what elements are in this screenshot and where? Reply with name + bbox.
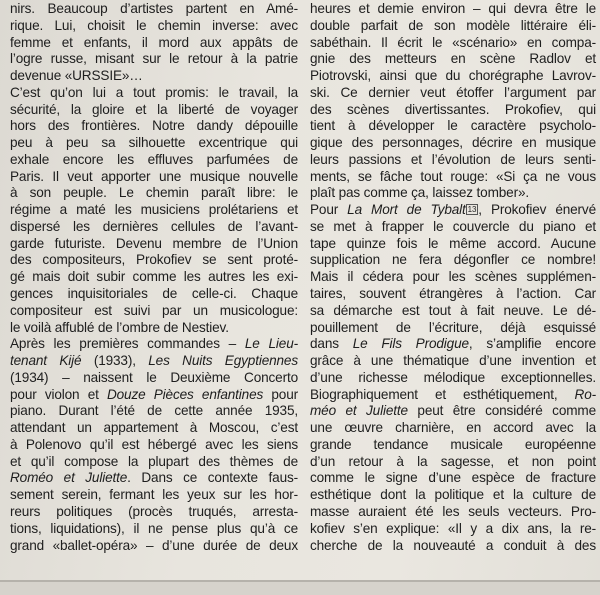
- right-column-line: d’un retour à la sagesse, et non point: [310, 453, 596, 469]
- text-run: Après les premières commandes –: [10, 336, 245, 352]
- right-column-line: comme le signe d’une espèce de fracture: [310, 470, 596, 486]
- right-column-line: masse auraient été les seuls vecteurs. Pro-: [310, 503, 596, 519]
- left-column-line: hors des frontières. Notre dandy dépouille: [10, 118, 298, 134]
- right-column-line: heures et demie environ – qui devra être le: [310, 1, 596, 16]
- page-bottom-edge: [0, 582, 600, 595]
- italic-title-text: Le Fils Prodigue: [352, 336, 469, 352]
- right-column-line: gnie des metteurs en scène Radlov et: [310, 51, 596, 67]
- right-column-line: gique des personnages, décrire en musique: [310, 135, 596, 151]
- left-column-line: [10, 470, 298, 487]
- right-column-line: kofiev s’en explique: «Il y a dix ans, la re-: [310, 520, 596, 536]
- italic-title-text: tenant Kijé: [10, 353, 82, 369]
- left-column-line: (1934) – naissent le Deuxième Concerto: [10, 369, 298, 385]
- right-column-line: [310, 387, 596, 404]
- right-column-line: grâce à une thématique d’une invention et: [310, 353, 596, 369]
- italic-title-text: Ro-: [574, 386, 596, 402]
- text-run: Pour: [310, 202, 348, 218]
- left-column-line: rique. Lui, choisit le chemin inverse: avec: [10, 17, 298, 33]
- track-reference-badge: 13: [467, 205, 477, 215]
- right-column-line: tient à développer le caractère psycholo-: [310, 118, 596, 134]
- left-column-line: le voilà affublé de l’ombre de Nestiev.: [10, 319, 229, 335]
- left-column-line: Paris. Il veut apporter une musique nouvelle: [10, 168, 298, 184]
- left-column-line: dispersé les dernières cellules de l’avant-: [10, 218, 298, 234]
- right-column-line: grande tendance musicale européenne: [310, 436, 596, 452]
- italic-title-text: La Mort de Tybalt: [347, 202, 466, 218]
- left-column-line: l’ogre russe, misant sur le retour à la patrie: [10, 51, 298, 67]
- left-column-line: femme et enfants, il mord aux appâts de: [10, 34, 298, 50]
- italic-title-text: Les Nuits Egyptiennes: [148, 353, 298, 369]
- right-column-line: d’une richesse mélodique exceptionnelles.: [310, 369, 596, 385]
- text-column-right: [310, 1, 596, 554]
- left-column-line: garde futuriste. Devenu membre de l’Union: [10, 235, 298, 251]
- right-column-line: sabéthain. Il écrit le «scénario» en compa-: [310, 34, 596, 50]
- right-column-line: Piotrovski, ainsi que du chorégraphe Lavrov-: [310, 68, 596, 84]
- left-column-line: devenue «URSSIE»…: [10, 68, 143, 84]
- right-column-line: leurs passions et l’évolution de leurs senti-: [310, 151, 596, 167]
- text-run: dans: [310, 336, 353, 352]
- right-column-line: sa démarche est tout à fait neuve. Le dé-: [310, 302, 596, 318]
- left-column-line: gences inquisitoriales de celle-ci. Chaque: [10, 286, 298, 302]
- right-column-line: Mais il cédera pour les scènes supplémen-: [310, 269, 596, 285]
- left-column-line: à son peuple. Le chemin paraît libre: le: [10, 185, 298, 201]
- left-column-line: sement serein, fermant les yeux sur les hor-: [10, 487, 298, 503]
- text-run: Biographiquement et esthétiquement,: [310, 386, 575, 402]
- left-column-line: et qu’il compose la plupart des thèmes de: [10, 453, 298, 469]
- left-column-line: grand «ballet-opéra» – d’une durée de deux: [10, 537, 298, 553]
- right-column-line: une œuvre charnière, en accord avec la: [310, 420, 596, 436]
- left-column-line: compositeur est suivi par un musicologue:: [10, 302, 298, 318]
- left-column-line: régime a maté les musiciens prolétariens et: [10, 202, 298, 218]
- text-run: , s’amplifie encore: [468, 336, 596, 352]
- left-column-line: reurs politiques (procès truqués, arresta-: [10, 503, 298, 519]
- right-column-line: [310, 202, 596, 219]
- italic-title-text: Le Lieu-: [244, 336, 298, 352]
- italic-title-text: Douze Pièces enfantines: [106, 386, 264, 402]
- text-run: , Prokofiev énervé: [478, 202, 596, 218]
- right-column-line: [310, 336, 596, 353]
- right-column-line: ski. Ce dernier veut étoffer l’argument par: [310, 84, 596, 100]
- left-column-line: [10, 353, 298, 370]
- right-column-line: des scènes divertissantes. Prokofiev, qui: [310, 101, 596, 117]
- text-run: pour violon et: [10, 386, 107, 402]
- text-run: pour: [263, 386, 298, 402]
- left-column-line: exhale encore les effluves parfumées de: [10, 151, 298, 167]
- italic-title-text: Roméo et Juliette: [10, 470, 128, 486]
- text-run: peut être considéré comme: [407, 403, 596, 419]
- right-column-line: double parfait de son modèle littéraire éli-: [310, 17, 596, 33]
- right-column-line: cherche de la nouveauté a conduit à des: [310, 537, 596, 553]
- left-column-line: attendant un appartement à Moscou, c’est: [10, 420, 298, 436]
- right-column-line: esthétique dont la politique et la culture de: [310, 487, 596, 503]
- text-run: . Dans ce contexte faus-: [127, 470, 299, 486]
- right-column-line: plaît pas comme ça, laissez tomber».: [310, 185, 529, 201]
- left-column-line: [10, 336, 298, 353]
- text-run: (1933),: [81, 353, 149, 369]
- text-column-left: [10, 1, 298, 554]
- right-column-line: se met à frapper le couvercle du piano et: [310, 218, 596, 234]
- right-column-line: tape quinze fois le même accord. Aucune: [310, 235, 596, 251]
- right-column-line: pouillement de l’écriture, déjà esquissé: [310, 319, 596, 335]
- right-column-line: [310, 403, 596, 420]
- left-column-line: nirs. Beaucoup d’artistes partent en Amé-: [10, 1, 298, 16]
- italic-title-text: méo et Juliette: [310, 403, 408, 419]
- left-column-line: piano. Durant l’été de cette année 1935,: [10, 403, 298, 419]
- left-column-line: sécurité, la gloire et la liberté de voyager: [10, 101, 298, 117]
- left-column-line: gé mais doit subir comme les autres les exi-: [10, 269, 298, 285]
- left-column-line: à Polenovo qu’il est hébergé avec les siens: [10, 436, 298, 452]
- left-column-line: des compositeurs, Prokofiev se sent proté-: [10, 252, 298, 268]
- left-column-line: [10, 387, 298, 404]
- right-column-line: ments, se fâche tout rouge: «Si ça ne vous: [310, 168, 596, 184]
- left-column-line: C’est qu’on lui a tout promis: le travail, la: [10, 84, 298, 100]
- left-column-line: tions, liquidations), il ne pense plus qu’à ce: [10, 520, 298, 536]
- right-column-line: supplication ne fera dégonfler ce nombre!: [310, 252, 596, 268]
- left-column-line: peu à peu sa silhouette excentrique qui: [10, 135, 298, 151]
- right-column-line: taires, souvent étrangères à l’action. Car: [310, 286, 596, 302]
